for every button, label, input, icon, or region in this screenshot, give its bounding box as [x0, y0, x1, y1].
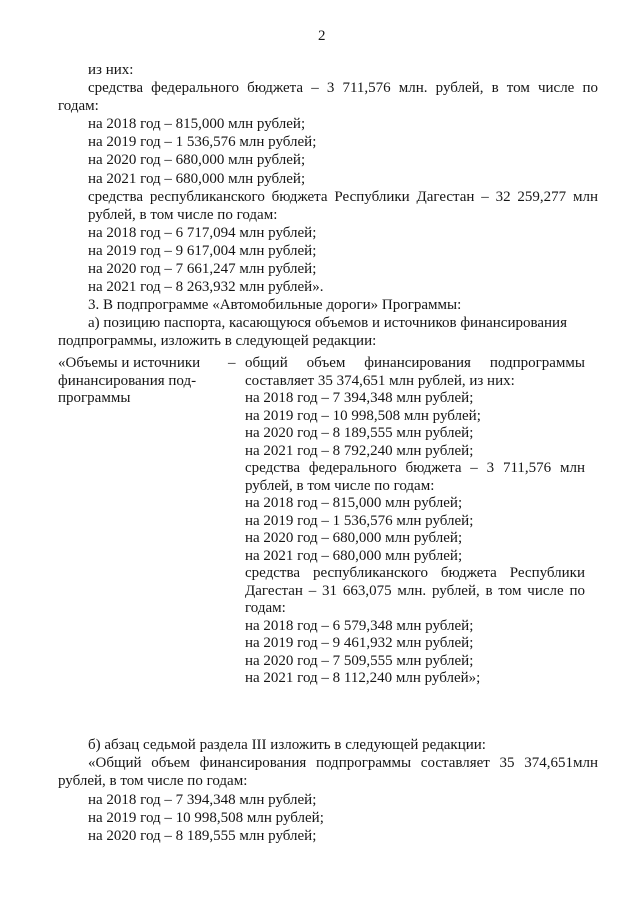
value-line: рублей, в том числе по годам: [245, 477, 435, 494]
value-line: составляет 35 374,651 млн рублей, из них: [245, 372, 515, 389]
text-line: на 2019 год – 9 617,004 млн рублей; [88, 242, 317, 259]
item-b-line: на 2018 год – 7 394,348 млн рублей; [88, 791, 317, 808]
value-line: на 2020 год – 680,000 млн рублей; [245, 530, 463, 546]
text-line: годам: [58, 98, 99, 115]
value-line: Дагестан – 31 663,075 млн. рублей, в том числе по [245, 582, 585, 599]
text-line: рублей, в том числе по годам: [88, 206, 278, 223]
text-line: на 2021 год – 8 263,932 млн рублей». [88, 279, 324, 296]
text-line: на 2020 год – 680,000 млн рублей; [88, 152, 306, 169]
item-a-line: а) позицию паспорта, касающуюся объемов и источников финансирования [88, 315, 567, 332]
funding-continuation [58, 61, 598, 351]
value-line: на 2020 год – 8 189,555 млн рублей; [245, 425, 474, 441]
value-line: на 2019 год – 10 998,508 млн рублей; [245, 407, 481, 424]
item-b-line: рублей, в том числе по годам: [58, 773, 248, 790]
value-line: на 2018 год – 6 579,348 млн рублей; [245, 617, 474, 634]
text-line: на 2018 год – 815,000 млн рублей; [88, 116, 306, 133]
value-line: на 2021 год – 8 792,240 млн рублей; [245, 442, 474, 459]
value-line: годам: [245, 600, 286, 616]
passport-value [245, 355, 585, 688]
item-b-line: б) абзац седьмой раздела III изложить в следующей редакции: [88, 737, 486, 753]
section-heading: 3. В подпрограмме «Автомобильные дороги» Программы: [88, 297, 462, 314]
value-line: на 2021 год – 8 112,240 млн рублей»; [245, 670, 481, 686]
label-line: программы [58, 390, 131, 406]
text-line: средства федерального бюджета – 3 711,576 млн. рублей, в том числе по [88, 80, 598, 97]
item-b-line: на 2020 год – 8 189,555 млн рублей; [88, 827, 317, 844]
value-line: на 2020 год – 7 509,555 млн рублей; [245, 652, 474, 669]
text-line: на 2018 год – 6 717,094 млн рублей; [88, 224, 317, 241]
passport-separator: – [228, 355, 236, 371]
value-line: средства федерального бюджета – 3 711,576 млн [245, 460, 585, 476]
passport-label [58, 355, 218, 408]
value-line: на 2021 год – 680,000 млн рублей; [245, 547, 463, 564]
value-line: на 2019 год – 1 536,576 млн рублей; [245, 512, 474, 529]
label-line: финансирования под- [58, 372, 197, 389]
passport-entry [58, 355, 585, 695]
value-line: средства республиканского бюджета Республики [245, 565, 585, 581]
text-line: средства республиканского бюджета Республики Дагестан – 32 259,277 млн [88, 188, 598, 205]
text-line: на 2021 год – 680,000 млн рублей; [88, 170, 306, 187]
item-b-line: на 2019 год – 10 998,508 млн рублей; [88, 809, 324, 826]
text-line: на 2020 год – 7 661,247 млн рублей; [88, 261, 317, 278]
value-line: общий объем финансирования подпрограммы [245, 355, 585, 371]
label-line: «Объемы и источники [58, 355, 201, 371]
value-line: на 2018 год – 7 394,348 млн рублей; [245, 390, 474, 406]
value-line: на 2019 год – 9 461,932 млн рублей; [245, 635, 474, 651]
value-line: на 2018 год – 815,000 млн рублей; [245, 495, 463, 511]
page-number: 2 [318, 28, 326, 44]
item-a-line: подпрограммы, изложить в следующей редакции: [58, 333, 377, 350]
text-line: из них: [88, 62, 134, 78]
text-line: на 2019 год – 1 536,576 млн рублей; [88, 134, 317, 151]
item-b [58, 736, 598, 845]
item-b-line: «Общий объем финансирования подпрограммы составляет 35 374,651млн [88, 755, 598, 772]
